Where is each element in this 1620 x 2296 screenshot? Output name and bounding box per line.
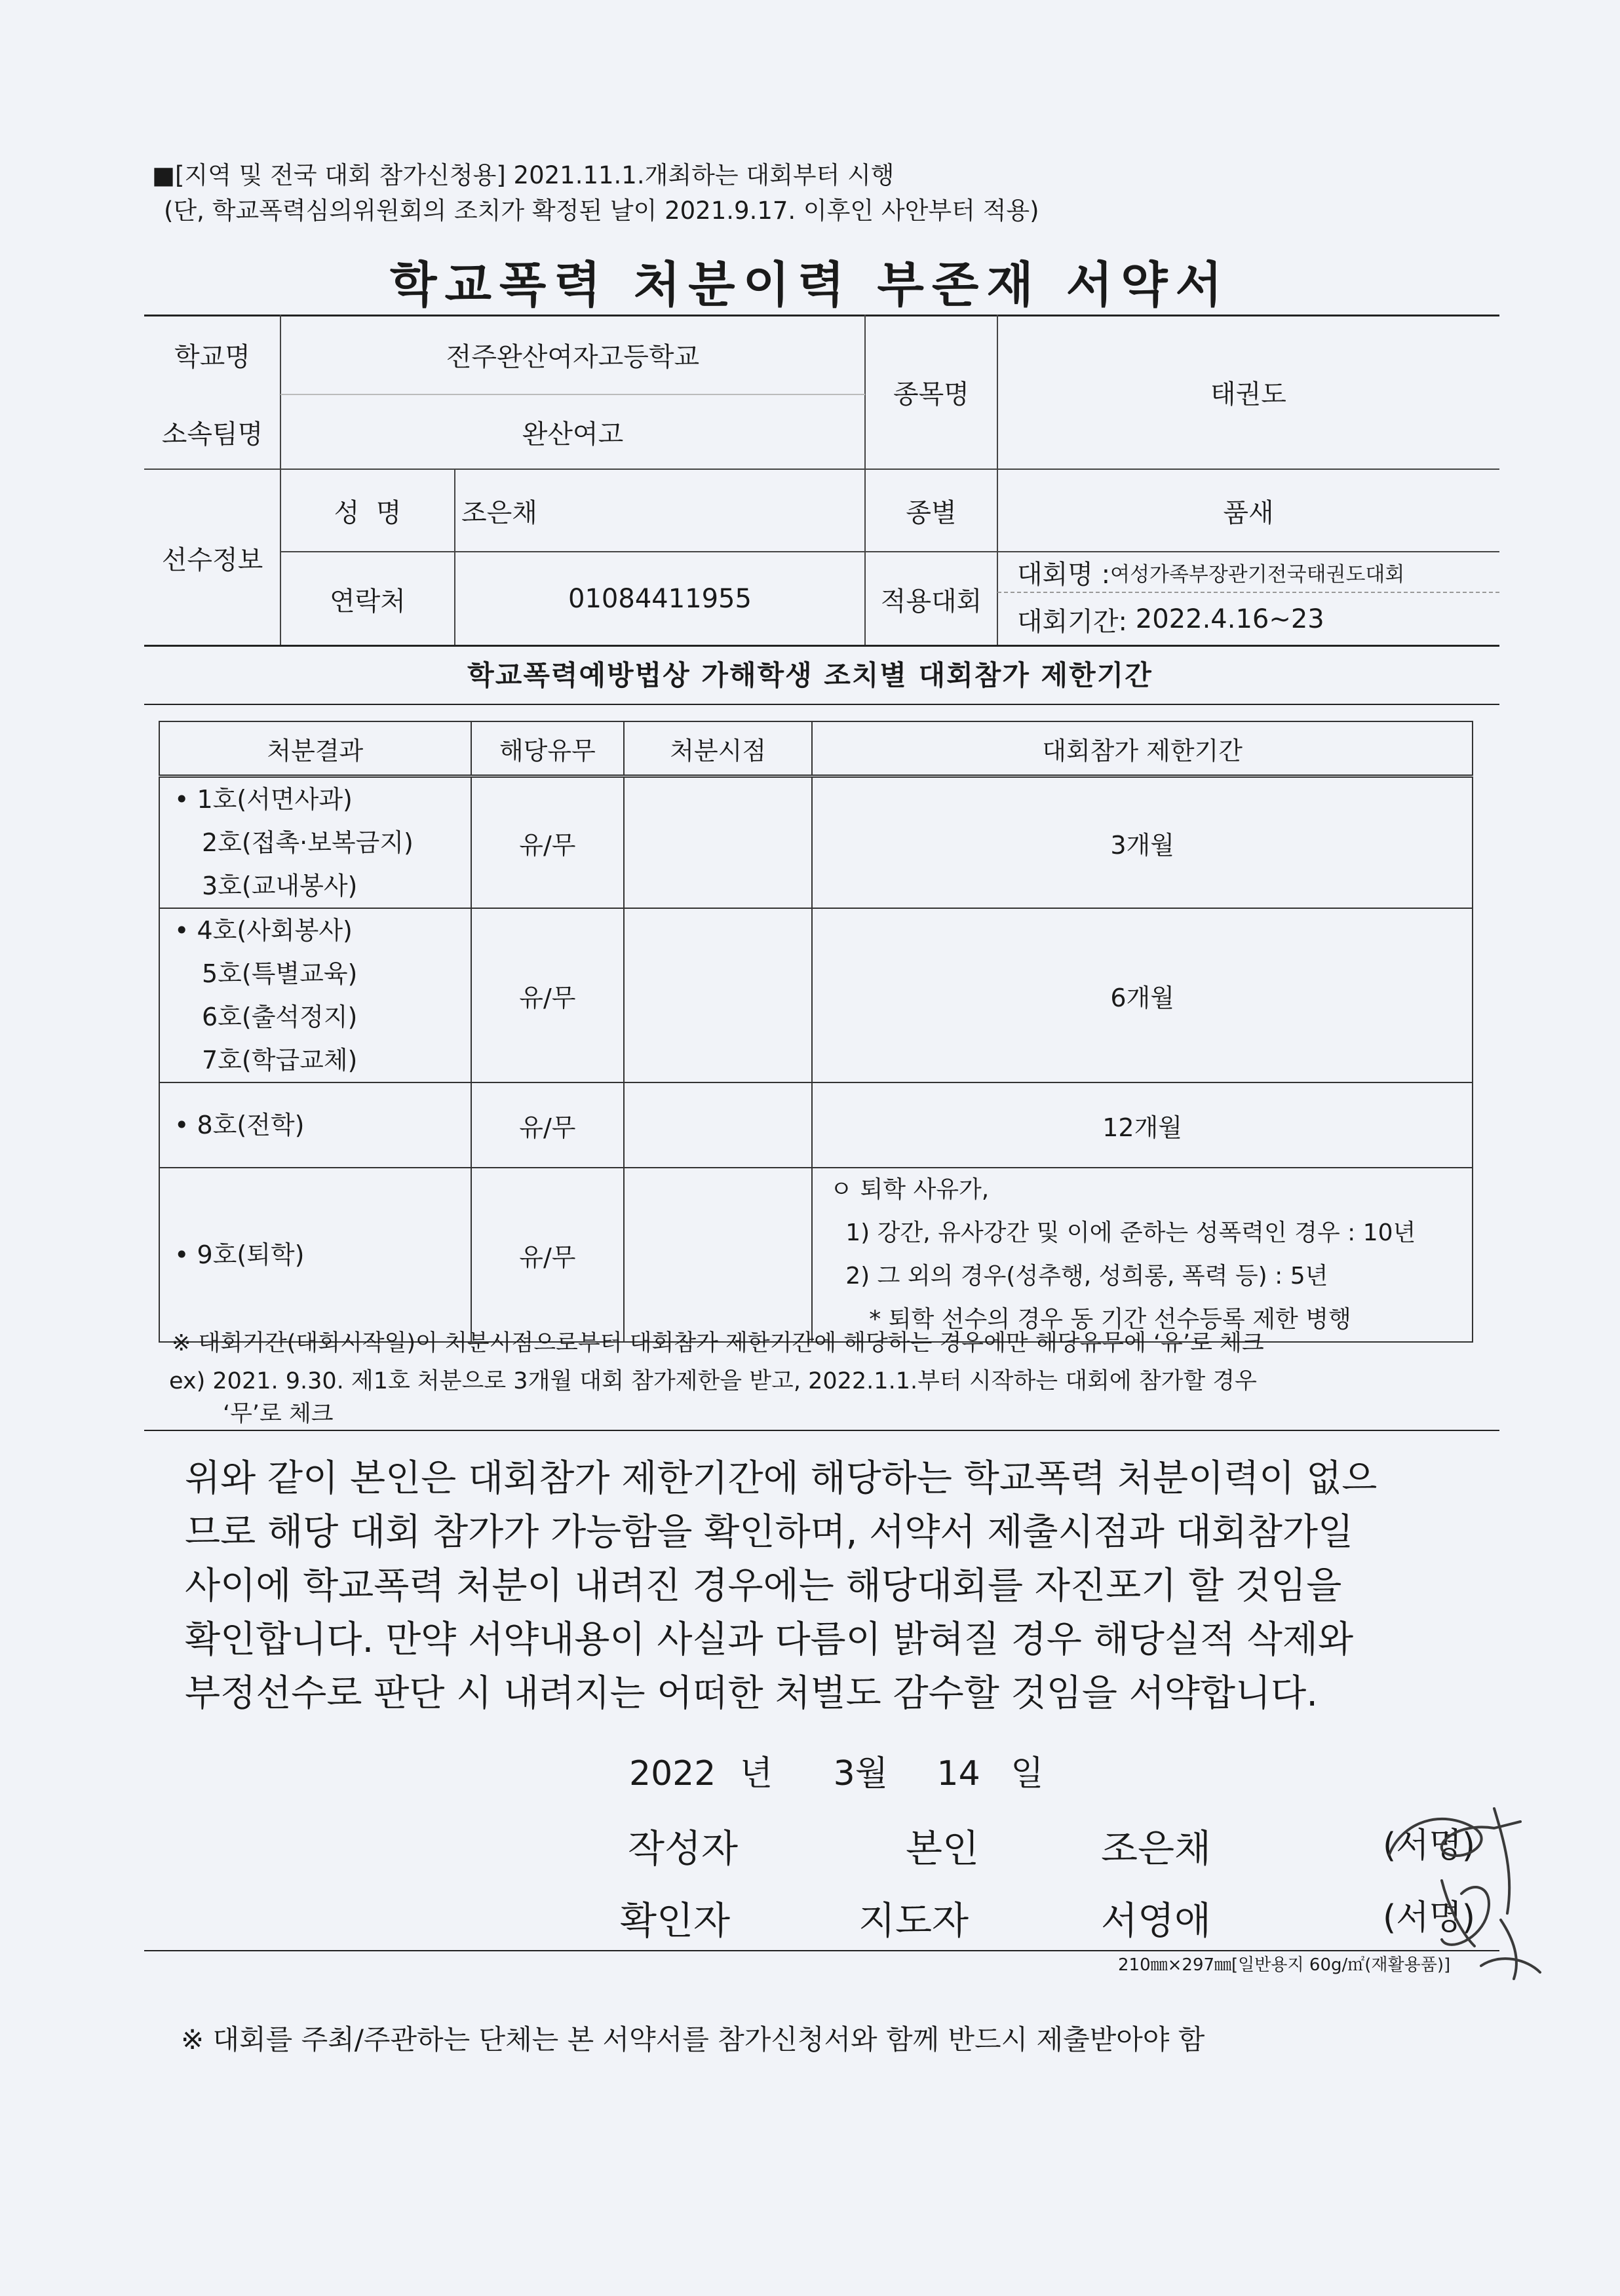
- event-value: 태권도: [1210, 379, 1286, 410]
- result-item: 6호(출석정지): [202, 1003, 358, 1031]
- comp-name-value: 여성가족부장관기전국태권도대회: [1110, 562, 1405, 586]
- comp-period-label: 대회기간:: [1017, 606, 1136, 637]
- pledge-text: [185, 1452, 1482, 1721]
- pledge-line: 사이에 학교폭력 처분이 내려진 경우에는 해당대회를 자진포기 할 것임을: [185, 1565, 1342, 1607]
- restriction-cell: 3개월: [812, 776, 1473, 909]
- col-restriction: 대회참가 제한기간: [812, 721, 1473, 776]
- table-row: [159, 908, 1473, 1082]
- result-cell: [159, 776, 471, 909]
- player-info-label: 선수정보: [161, 545, 263, 575]
- result-item: 3호(교내봉사): [202, 871, 358, 900]
- author-label: 작성자: [628, 1826, 739, 1871]
- confirm-role: 지도자: [858, 1898, 969, 1943]
- table-row: [159, 1168, 1473, 1342]
- restriction-cell: 6개월: [812, 908, 1473, 1082]
- col-applicable: 해당유무: [471, 721, 624, 776]
- time-cell[interactable]: [624, 1082, 812, 1168]
- name-value: 조은채: [461, 497, 537, 528]
- time-cell[interactable]: [624, 908, 812, 1082]
- note-1: ※ 대회기간(대회시작일)이 처분시점으로부터 대회참가 제한기간에 해당하는 경우에만 해당유무에 ‘유’로 체크: [172, 1330, 1264, 1356]
- time-cell[interactable]: [624, 776, 812, 909]
- result-item: • 1호(서면사과): [174, 785, 353, 814]
- applicable-cell[interactable]: 유/무: [471, 908, 624, 1082]
- date-day: 14: [936, 1754, 980, 1793]
- restriction-line: ㅇ 퇴학 사유가,: [830, 1176, 990, 1203]
- class-label: 종별: [906, 497, 957, 528]
- confirm-sign: (서명): [1383, 1898, 1476, 1938]
- subtitle-divider: [144, 704, 1499, 705]
- header-line-1: ■[지역 및 전국 대회 참가신청용] 2021.11.1.개최하는 대회부터 시행: [152, 161, 895, 189]
- pledge-line: 확인합니다. 만약 서약내용이 사실과 다름이 밝혀질 경우 해당실적 삭제와: [185, 1618, 1354, 1661]
- restriction-cell: [812, 1168, 1473, 1342]
- note-3: ‘무’로 체크: [223, 1401, 334, 1427]
- name-label: 성 명: [334, 497, 402, 528]
- table-header-row: [159, 721, 1473, 776]
- pledge-line: 위와 같이 본인은 대회참가 제한기간에 해당하는 학교폭력 처분이력이 없으: [185, 1457, 1378, 1500]
- table-row: [159, 1082, 1473, 1168]
- team-label: 소속팀명: [161, 419, 263, 450]
- comp-period-value: 2022.4.16~23: [1135, 604, 1324, 634]
- contact-value: 01084411955: [568, 584, 752, 614]
- competition-label: 적용대회: [880, 586, 982, 617]
- table-row: [159, 776, 1473, 909]
- event-label: 종목명: [893, 379, 969, 410]
- result-item: • 4호(사회봉사): [174, 916, 353, 945]
- col-time: 처분시점: [624, 721, 812, 776]
- team-value: 완산여고: [522, 419, 624, 450]
- pledge-line: 부정선수로 판단 시 내려지는 어떠한 처벌도 감수할 것임을 서약합니다.: [185, 1672, 1318, 1715]
- school-value: 전주완산여자고등학교: [446, 341, 700, 372]
- footer-note: ※ 대회를 주최/주관하는 단체는 본 서약서를 참가신청서와 함께 반드시 제출받아야 함: [181, 2023, 1205, 2056]
- class-value: 품새: [1223, 497, 1274, 528]
- author-role: 본인: [906, 1826, 980, 1871]
- result-item: 2호(접촉·보복금지): [202, 828, 414, 857]
- date-day-unit: 일: [1011, 1754, 1044, 1793]
- restriction-subtitle: 학교폭력예방법상 가해학생 조치별 대회참가 제한기간: [467, 659, 1153, 691]
- page-title: 학교폭력 처분이력 부존재 서약서: [389, 257, 1231, 313]
- author-sign: (서명): [1383, 1826, 1476, 1866]
- confirm-label: 확인자: [620, 1898, 731, 1943]
- competition-name: [1017, 552, 1404, 592]
- date-year: 2022: [629, 1754, 716, 1793]
- competition-period: [1017, 594, 1324, 645]
- applicable-cell[interactable]: 유/무: [471, 776, 624, 909]
- restriction-line: 1) 강간, 유사강간 및 이에 준하는 성폭력인 경우 : 10년: [845, 1219, 1416, 1246]
- date-line: [629, 1746, 1043, 1795]
- result-item: 5호(특별교육): [202, 959, 358, 988]
- result-cell: [159, 908, 471, 1082]
- notes-divider: [144, 1430, 1499, 1431]
- comp-name-label: 대회명 :: [1017, 559, 1111, 590]
- time-cell[interactable]: [624, 1168, 812, 1342]
- pledge-line: 므로 해당 대회 참가가 가능함을 확인하며, 서약서 제출시점과 대회참가일: [185, 1511, 1354, 1554]
- col-result: 처분결과: [159, 721, 471, 776]
- result-item: 7호(학급교체): [202, 1046, 358, 1075]
- applicable-cell[interactable]: 유/무: [471, 1168, 624, 1342]
- result-cell: • 9호(퇴학): [159, 1168, 471, 1342]
- restriction-line: 2) 그 외의 경우(성추행, 성희롱, 폭력 등) : 5년: [845, 1263, 1328, 1290]
- header-line-2: (단, 학교폭력심의위원회의 조치가 확정된 날이 2021.9.17. 이후인 사안부터 적용): [164, 197, 1039, 225]
- contact-label: 연락처: [330, 586, 406, 617]
- author-name: 조은채: [1101, 1826, 1212, 1871]
- restriction-line: * 퇴학 선수의 경우 동 기간 선수등록 제한 병행: [869, 1306, 1351, 1333]
- confirm-name: 서영애: [1101, 1898, 1212, 1943]
- school-label: 학교명: [174, 341, 250, 372]
- paper-spec: 210㎜×297㎜[일반용지 60g/㎡(재활용품)]: [1118, 1955, 1451, 1975]
- result-cell: • 8호(전학): [159, 1082, 471, 1168]
- date-month: 3월: [833, 1754, 888, 1793]
- note-2: ex) 2021. 9.30. 제1호 처분으로 3개월 대회 참가제한을 받고, 2022.1.1.부터 시작하는 대회에 참가할 경우: [169, 1368, 1257, 1394]
- date-year-unit: 년: [739, 1754, 773, 1793]
- applicable-cell[interactable]: 유/무: [471, 1082, 624, 1168]
- disciplinary-table: [159, 721, 1473, 1343]
- restriction-cell: 12개월: [812, 1082, 1473, 1168]
